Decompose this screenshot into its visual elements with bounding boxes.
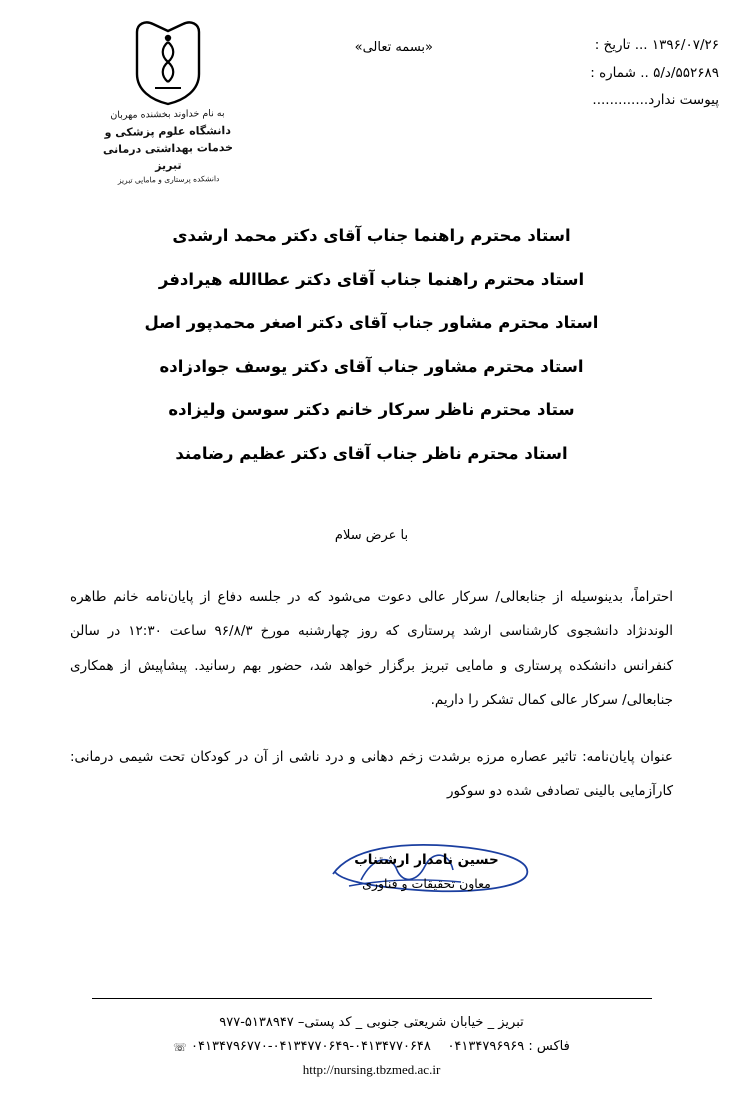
university-emblem-icon <box>131 18 205 106</box>
logo-line-3: دانشکده پرستاری و مامایی تبریز <box>117 173 220 185</box>
university-logo <box>88 18 248 185</box>
letter-attachment-line: پیوست ندارد............. <box>592 92 719 109</box>
signature-block <box>354 852 499 891</box>
footer-fax: فاکس : ۰۴۱۳۴۷۹۶۹۶۹ <box>447 1038 570 1054</box>
logo-line-2: دانشگاه علوم پزشکی و خدمات بهداشتی درمانی تبریز <box>102 123 234 173</box>
recipient-line: استاد محترم راهنما جناب آقای دکتر محمد ارشدی <box>172 226 571 245</box>
footer-address: تبریز _ خیابان شریعتی جنوبی _ کد پستی– ۵۱۳۸۹۴۷-۹۷۷ <box>219 1014 524 1030</box>
footer-website-url[interactable]: http://nursing.tbzmed.ac.ir <box>302 1062 441 1077</box>
letter-number-line: ۵۵۲۶۸۹/د/۵ .. شماره : <box>590 64 719 81</box>
footer-phones: ۰۴۱۳۴۷۷۰۶۴۸-۰۴۱۳۴۷۷۰۶۴۹-۰۴۱۳۴۷۹۶۷۷۰ <box>191 1038 431 1054</box>
letter-number-label: شماره : <box>590 64 636 81</box>
footer-divider <box>92 998 652 999</box>
logo-line-1: به نام خداوند بخشنده مهربان <box>110 108 225 122</box>
footer-contact-line <box>0 1035 743 1059</box>
signatory-role: معاون تحقیقات و فناوری <box>362 876 491 891</box>
greeting-text: با عرض سلام <box>334 528 409 543</box>
phone-icon: ☏ <box>173 1040 187 1054</box>
letter-meta <box>529 32 719 115</box>
recipient-line: استاد محترم مشاور جناب آقای دکتر اصغر محمدپور اصل <box>144 313 599 332</box>
recipient-line: استاد محترم مشاور جناب آقای دکتر یوسف جوادزاده <box>159 356 584 376</box>
document-header <box>0 18 743 198</box>
letter-number-value: ۵۵۲۶۸۹/د/۵ <box>653 64 719 81</box>
body-paragraph-invitation: احتراماً، بدینوسیله از جنابعالی/ سرکار عالی دعوت می‌شود که در جلسه دفاع از پایان‌نامه خانم طاهره الوندنژاد دانشجوی کارشناسی ارشد پرستاری که روز چهارشنبه مورخ ۹۶/۸/۳ ساعت ۱۲:۳۰ در سالن کنفرانس دانشکده پرستاری و مامایی تبریز برگزار خواهد شد، حضور بهم رسانید. پیشاپیش از همکاری جنابعالی/ سرکار عالی کمال تشکر را داریم. <box>70 589 673 709</box>
recipients-list <box>0 228 743 489</box>
bismillah-text: «بسمه تعالی» <box>354 40 433 55</box>
body-paragraph-thesis-title: عنوان پایان‌نامه: تاثیر عصاره مرزه برشدت زخم دهانی و درد ناشی از آن در کودکان تحت شیمی درمانی: کارآزمایی بالینی تصادفی شده دو سوکور <box>70 748 673 800</box>
university-logo-text <box>87 107 248 187</box>
letter-date-line: ۱۳۹۶/۰۷/۲۶ ... تاریخ : <box>594 37 719 53</box>
recipient-line: ستاد محترم ناظر سرکار خانم دکتر سوسن ولیزاده <box>168 400 575 419</box>
recipient-line: استاد محترم ناظر جناب آقای دکتر عظیم رضامند <box>175 443 568 463</box>
letter-date-value: ۱۳۹۶/۰۷/۲۶ <box>651 37 719 53</box>
recipient-line: استاد محترم راهنما جناب آقای دکتر عطاالله هیرادفر <box>158 269 585 289</box>
letter-date-label: تاریخ : <box>594 37 631 53</box>
document-footer <box>0 998 743 1078</box>
signature-area <box>0 852 743 892</box>
letter-body <box>70 580 673 825</box>
signatory-name: حسین نامدار ارشتناب <box>354 852 499 868</box>
